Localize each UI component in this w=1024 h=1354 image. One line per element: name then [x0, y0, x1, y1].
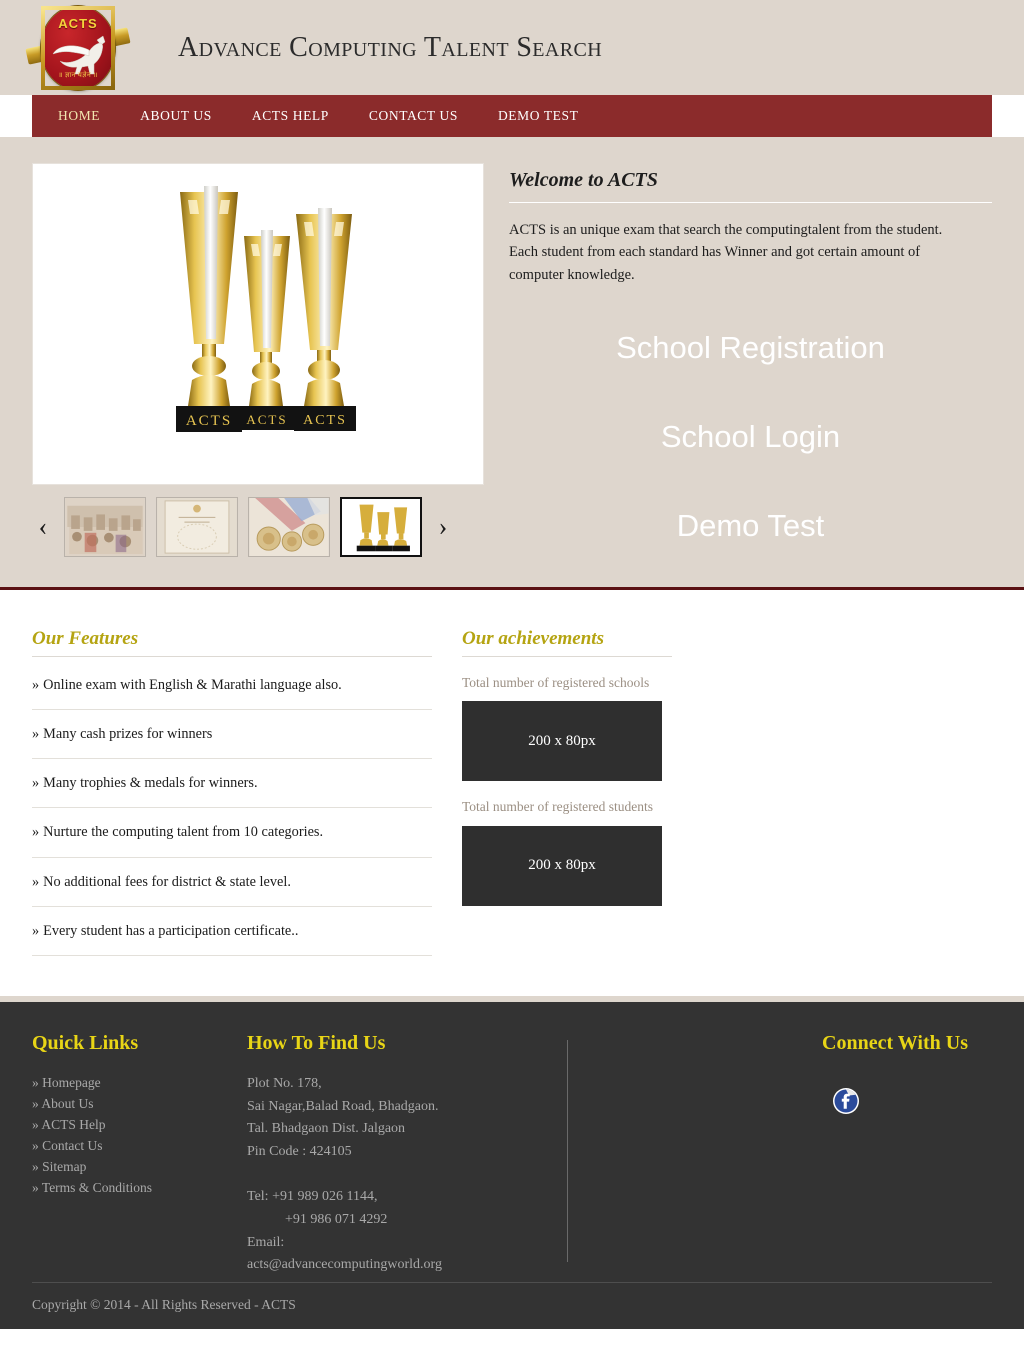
quick-links-heading: Quick Links [32, 1031, 139, 1054]
footer-link-label: Homepage [42, 1074, 101, 1090]
facebook-glyph [832, 1087, 860, 1115]
thumbnail-computer-lab[interactable] [64, 497, 146, 557]
footer-link-label: Terms & Conditions [41, 1179, 152, 1195]
find-us-heading: How To Find Us [247, 1031, 386, 1054]
feature-item [32, 808, 432, 857]
address-line-1: Plot No. 178, [247, 1075, 322, 1091]
footer-bullet-icon: » [32, 1095, 39, 1111]
address-line-3: Tal. Bhadgaon Dist. Jalgaon [247, 1121, 406, 1137]
feature-item [32, 858, 432, 907]
footer-link-acts-help[interactable] [32, 1115, 247, 1136]
achievement-placeholder-schools: 200 x 80px [462, 701, 662, 781]
footer-link-contact-us[interactable] [32, 1136, 247, 1157]
main-nav [32, 95, 992, 137]
svg-text:ACTS: ACTS [185, 413, 233, 429]
logo-medallion [41, 6, 115, 90]
feature-bullet-icon: » [32, 775, 40, 792]
logo-acronym: ACTS [58, 15, 98, 31]
achievement-label-students: Total number of registered students [462, 799, 654, 815]
achievements-panel [462, 628, 672, 906]
feature-bullet-icon: » [32, 873, 40, 890]
footer-email-address[interactable]: acts@advancecomputingworld.org [247, 1257, 442, 1273]
certificate-thumb-icon [157, 498, 237, 556]
nav-item-contact-us[interactable]: CONTACT US [368, 108, 458, 123]
footer-quick-links [32, 1032, 247, 1282]
footer-link-label: Sitemap [42, 1158, 87, 1174]
nav-item-home[interactable]: HOME [58, 108, 101, 123]
feature-text: Many cash prizes for winners [43, 726, 213, 743]
footer-bullet-icon: » [32, 1158, 39, 1174]
footer-address [247, 1073, 567, 1277]
feature-text: Every student has a participation certificate.. [43, 922, 299, 939]
thumbnail-trophies[interactable] [340, 497, 422, 557]
footer-tel-line-1: Tel: +91 989 026 1144, [247, 1189, 378, 1205]
achievement-label-schools: Total number of registered schools [462, 675, 650, 690]
footer-bullet-icon: » [32, 1137, 39, 1153]
footer-social [568, 1032, 992, 1282]
achievement-placeholder-students: 200 x 80px [462, 826, 662, 906]
site-footer [0, 1002, 1024, 1282]
footer-link-sitemap[interactable] [32, 1157, 247, 1178]
feature-text: Many trophies & medals for winners. [43, 775, 258, 792]
hero-section [0, 137, 1024, 587]
footer-link-terms[interactable] [32, 1178, 247, 1199]
nav-item-demo-test[interactable]: DEMO TEST [497, 108, 579, 123]
achievements-heading: Our achievements [462, 628, 604, 649]
facebook-icon[interactable] [832, 1087, 860, 1115]
footer-link-about-us[interactable] [32, 1094, 247, 1115]
school-login-button[interactable]: School Login [660, 418, 841, 454]
features-heading: Our Features [32, 628, 139, 649]
feature-bullet-icon: » [32, 824, 40, 841]
welcome-body: ACTS is an unique exam that search the computingtalent from the student. Each student from each standard has Winner and got certain amount of computer knowledge. [509, 222, 943, 283]
demo-test-button[interactable]: Demo Test [676, 507, 825, 543]
footer-link-homepage[interactable] [32, 1073, 247, 1094]
medals-thumb-icon [249, 498, 329, 556]
school-registration-button[interactable]: School Registration [616, 330, 885, 366]
trophies-image [118, 174, 398, 474]
thumbnail-certificate[interactable] [156, 497, 238, 557]
svg-text:ACTS: ACTS [303, 413, 347, 428]
footer-email-label: Email: [247, 1234, 285, 1250]
welcome-heading: Welcome to ACTS [509, 169, 658, 191]
footer-bullet-icon: » [32, 1179, 39, 1195]
feature-bullet-icon: » [32, 922, 40, 939]
footer-bullet-icon: » [32, 1116, 39, 1132]
feature-text: Nurture the computing talent from 10 categories. [43, 824, 324, 841]
feature-item [32, 759, 432, 808]
feature-text: Online exam with English & Marathi language also. [43, 677, 342, 693]
feature-item [32, 710, 432, 759]
footer-bullet-icon: » [32, 1074, 39, 1090]
thumbnail-medals[interactable] [248, 497, 330, 557]
feature-bullet-icon: » [32, 677, 40, 693]
address-line-2: Sai Nagar,Balad Road, Bhadgaon. [247, 1098, 439, 1114]
connect-heading: Connect With Us [822, 1031, 968, 1054]
slider-next-arrow[interactable]: › [438, 512, 448, 541]
site-header [0, 0, 1024, 95]
features-divider [32, 656, 432, 657]
copyright-text: Copyright © 2014 - All Rights Reserved - ACTS [32, 1296, 296, 1312]
slider-thumbnails [32, 497, 484, 557]
footer-link-label: About Us [41, 1095, 94, 1111]
image-slider [32, 163, 484, 557]
footer-find-us [247, 1032, 567, 1282]
logo-motto: ॥ ज्ञान यज्ञेन ॥ [58, 70, 98, 79]
welcome-panel [484, 163, 992, 542]
computer-lab-thumb-icon [65, 498, 145, 556]
copyright-bar [0, 1282, 1024, 1329]
feature-item [32, 661, 432, 710]
slider-main-image[interactable] [32, 163, 484, 485]
features-panel [32, 628, 432, 956]
content-section [0, 590, 1024, 996]
feature-item [32, 907, 432, 956]
address-line-4: Pin Code : 424105 [247, 1143, 352, 1159]
cta-buttons [509, 332, 992, 542]
feature-text: No additional fees for district & state level. [43, 873, 291, 890]
feature-bullet-icon: » [32, 726, 40, 743]
footer-link-label: ACTS Help [41, 1116, 106, 1132]
pegasus-icon [51, 30, 113, 76]
nav-item-about-us[interactable]: ABOUT US [140, 108, 212, 123]
site-logo[interactable] [30, 4, 126, 92]
achievements-divider [462, 656, 672, 657]
nav-item-acts-help[interactable]: ACTS HELP [251, 108, 329, 123]
welcome-divider [509, 202, 992, 203]
slider-prev-arrow[interactable]: ‹ [38, 512, 48, 541]
svg-text:ACTS: ACTS [246, 412, 288, 427]
footer-link-label: Contact Us [42, 1137, 103, 1153]
footer-tel-line-2: +91 986 071 4292 [285, 1211, 388, 1227]
trophies-thumb-icon [342, 499, 420, 555]
page-title: Advance Computing Talent Search [178, 31, 603, 63]
